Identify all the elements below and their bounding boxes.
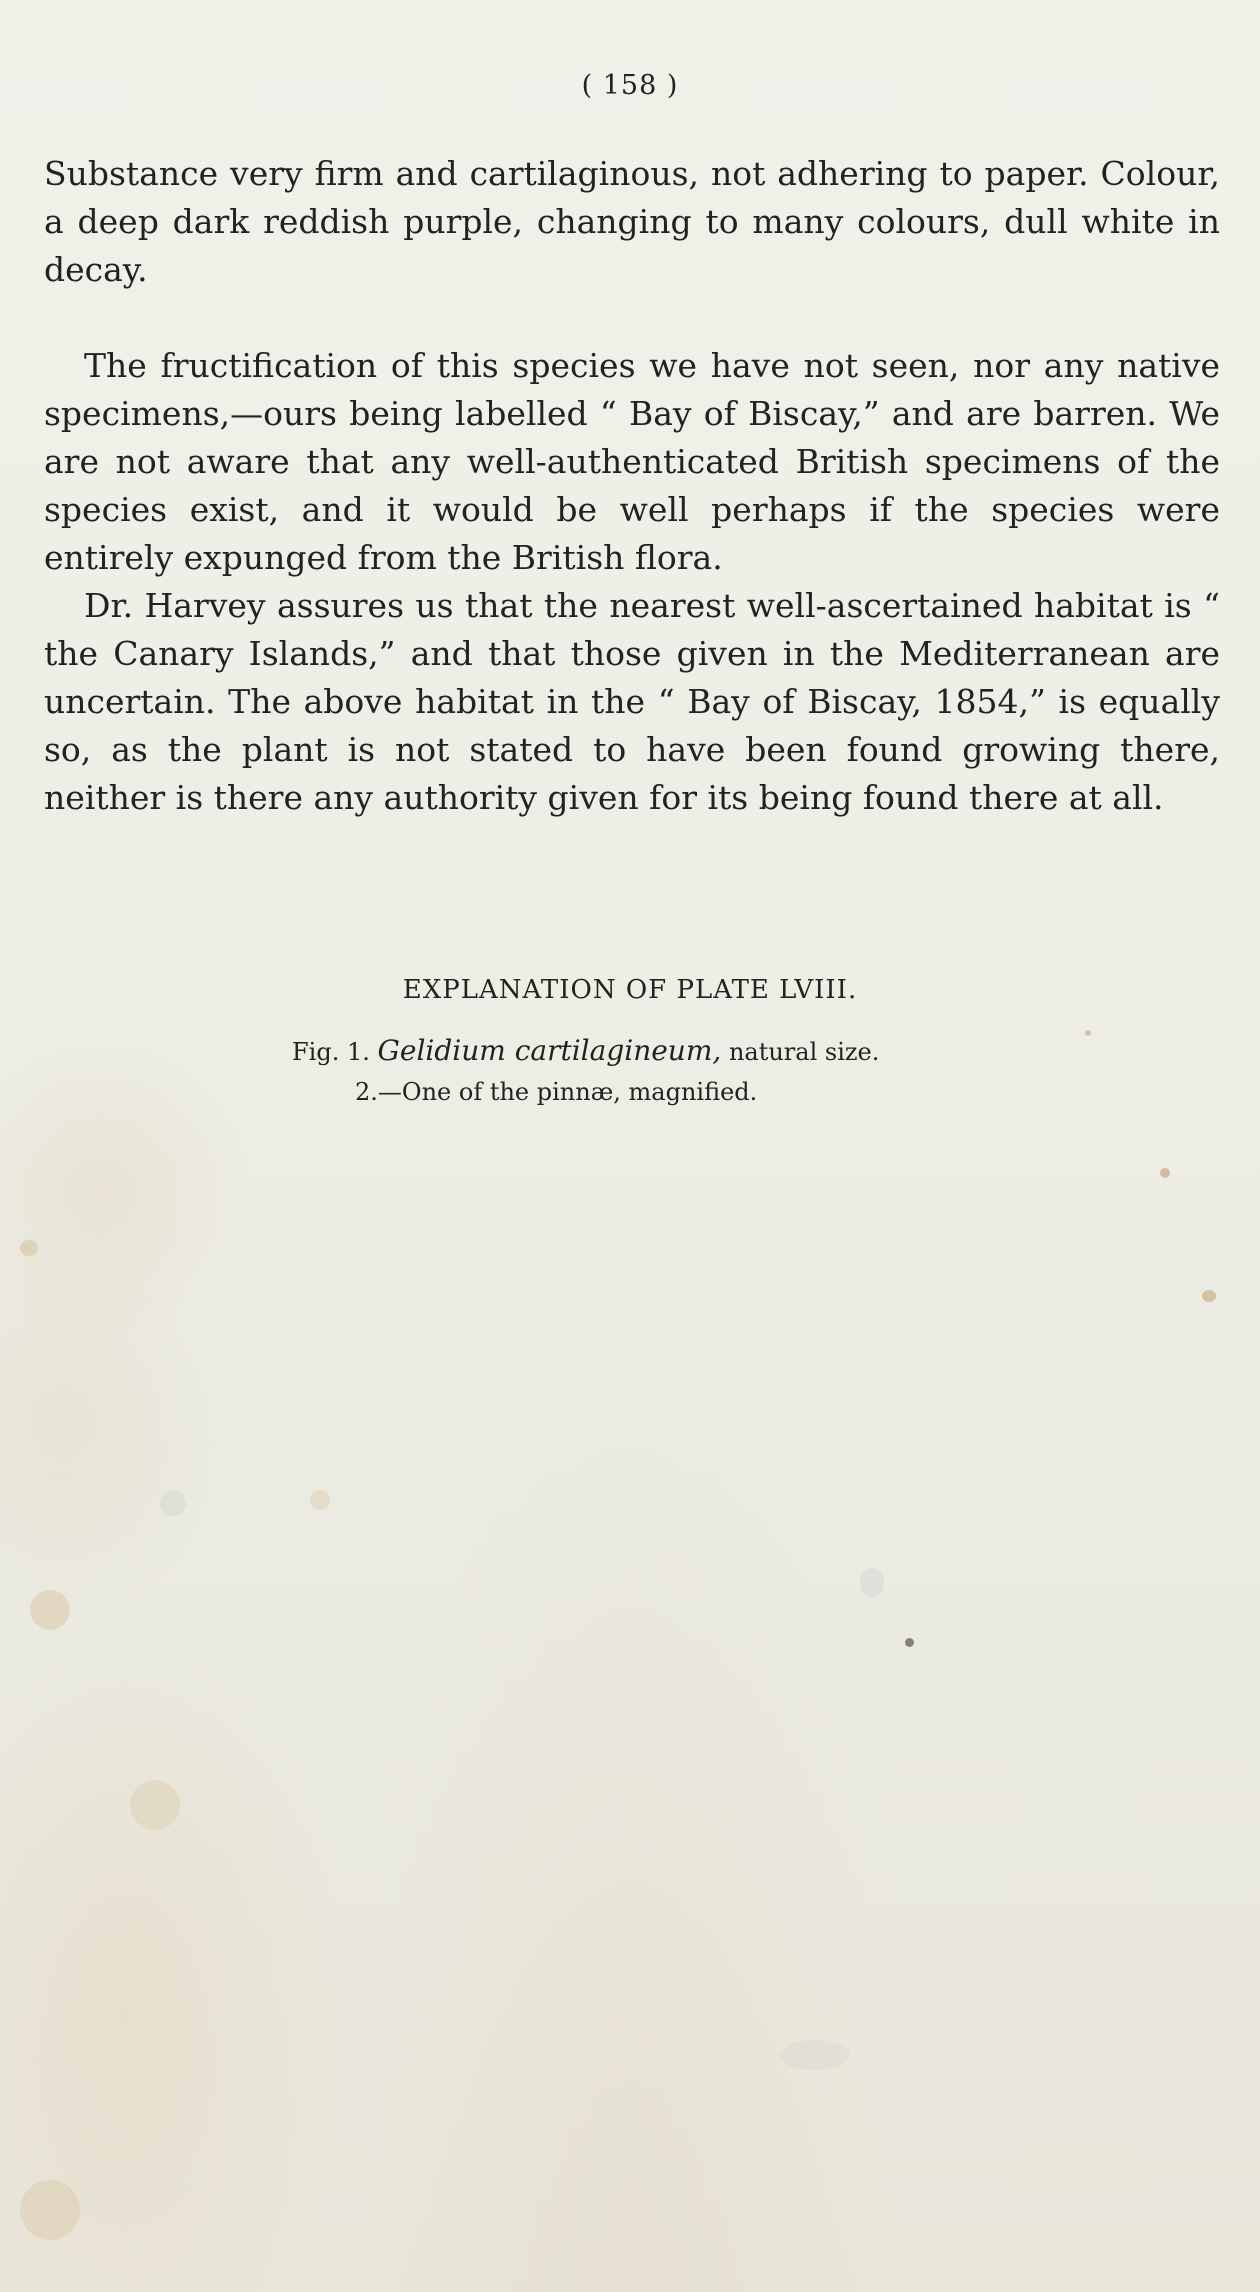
figure-1-label: Fig. 1. [292,1038,370,1066]
figure-caption-1 [292,1034,879,1067]
figure-caption-2: 2.—One of the pinnæ, magnified. [355,1078,758,1106]
foxing-spot [20,1240,38,1256]
foxing-spot [30,1590,70,1630]
paragraph-fructification: The fructification of this species we have not seen, nor any native specimens,—ours being labelled “ Bay of Biscay,” and are barren. We are not aware that any well-authenticated British specimens of the species exist, and it would be well perhaps if the species were entirely expunged from the British flora. [44,346,1220,577]
paragraph-substance: Substance very firm and cartilaginous, not adhering to paper. Colour, a deep dark reddish purple, changing to many colours, dull white in decay. [44,154,1220,289]
foxing-spot [1085,1030,1091,1036]
foxing-spot [160,1490,186,1516]
page-number: ( 158 ) [581,70,679,101]
foxing-spot [1202,1290,1216,1302]
foxing-spot [905,1638,914,1647]
foxing-spot [1160,1168,1170,1178]
foxing-spot [130,1780,180,1830]
foxing-spot [780,2040,850,2070]
plate-explanation-heading: EXPLANATION OF PLATE LVIII. [402,975,858,1005]
paragraph-habitat: Dr. Harvey assures us that the nearest well-ascertained habitat is “ the Canary Islands,” and that those given in the Mediterranean are uncertain. The above habitat in the “ Bay of Biscay, 1854,” is equally so, as the plant is not stated to have been found growing there, neither is there any authority given for its being found there at all. [44,586,1220,817]
foxing-spot [310,1490,330,1510]
figure-1-description: natural size. [728,1038,880,1066]
figure-1-species-name: Gelidium cartilagineum, [377,1034,722,1067]
foxing-spot [860,1568,884,1598]
foxing-spot [20,2180,80,2240]
